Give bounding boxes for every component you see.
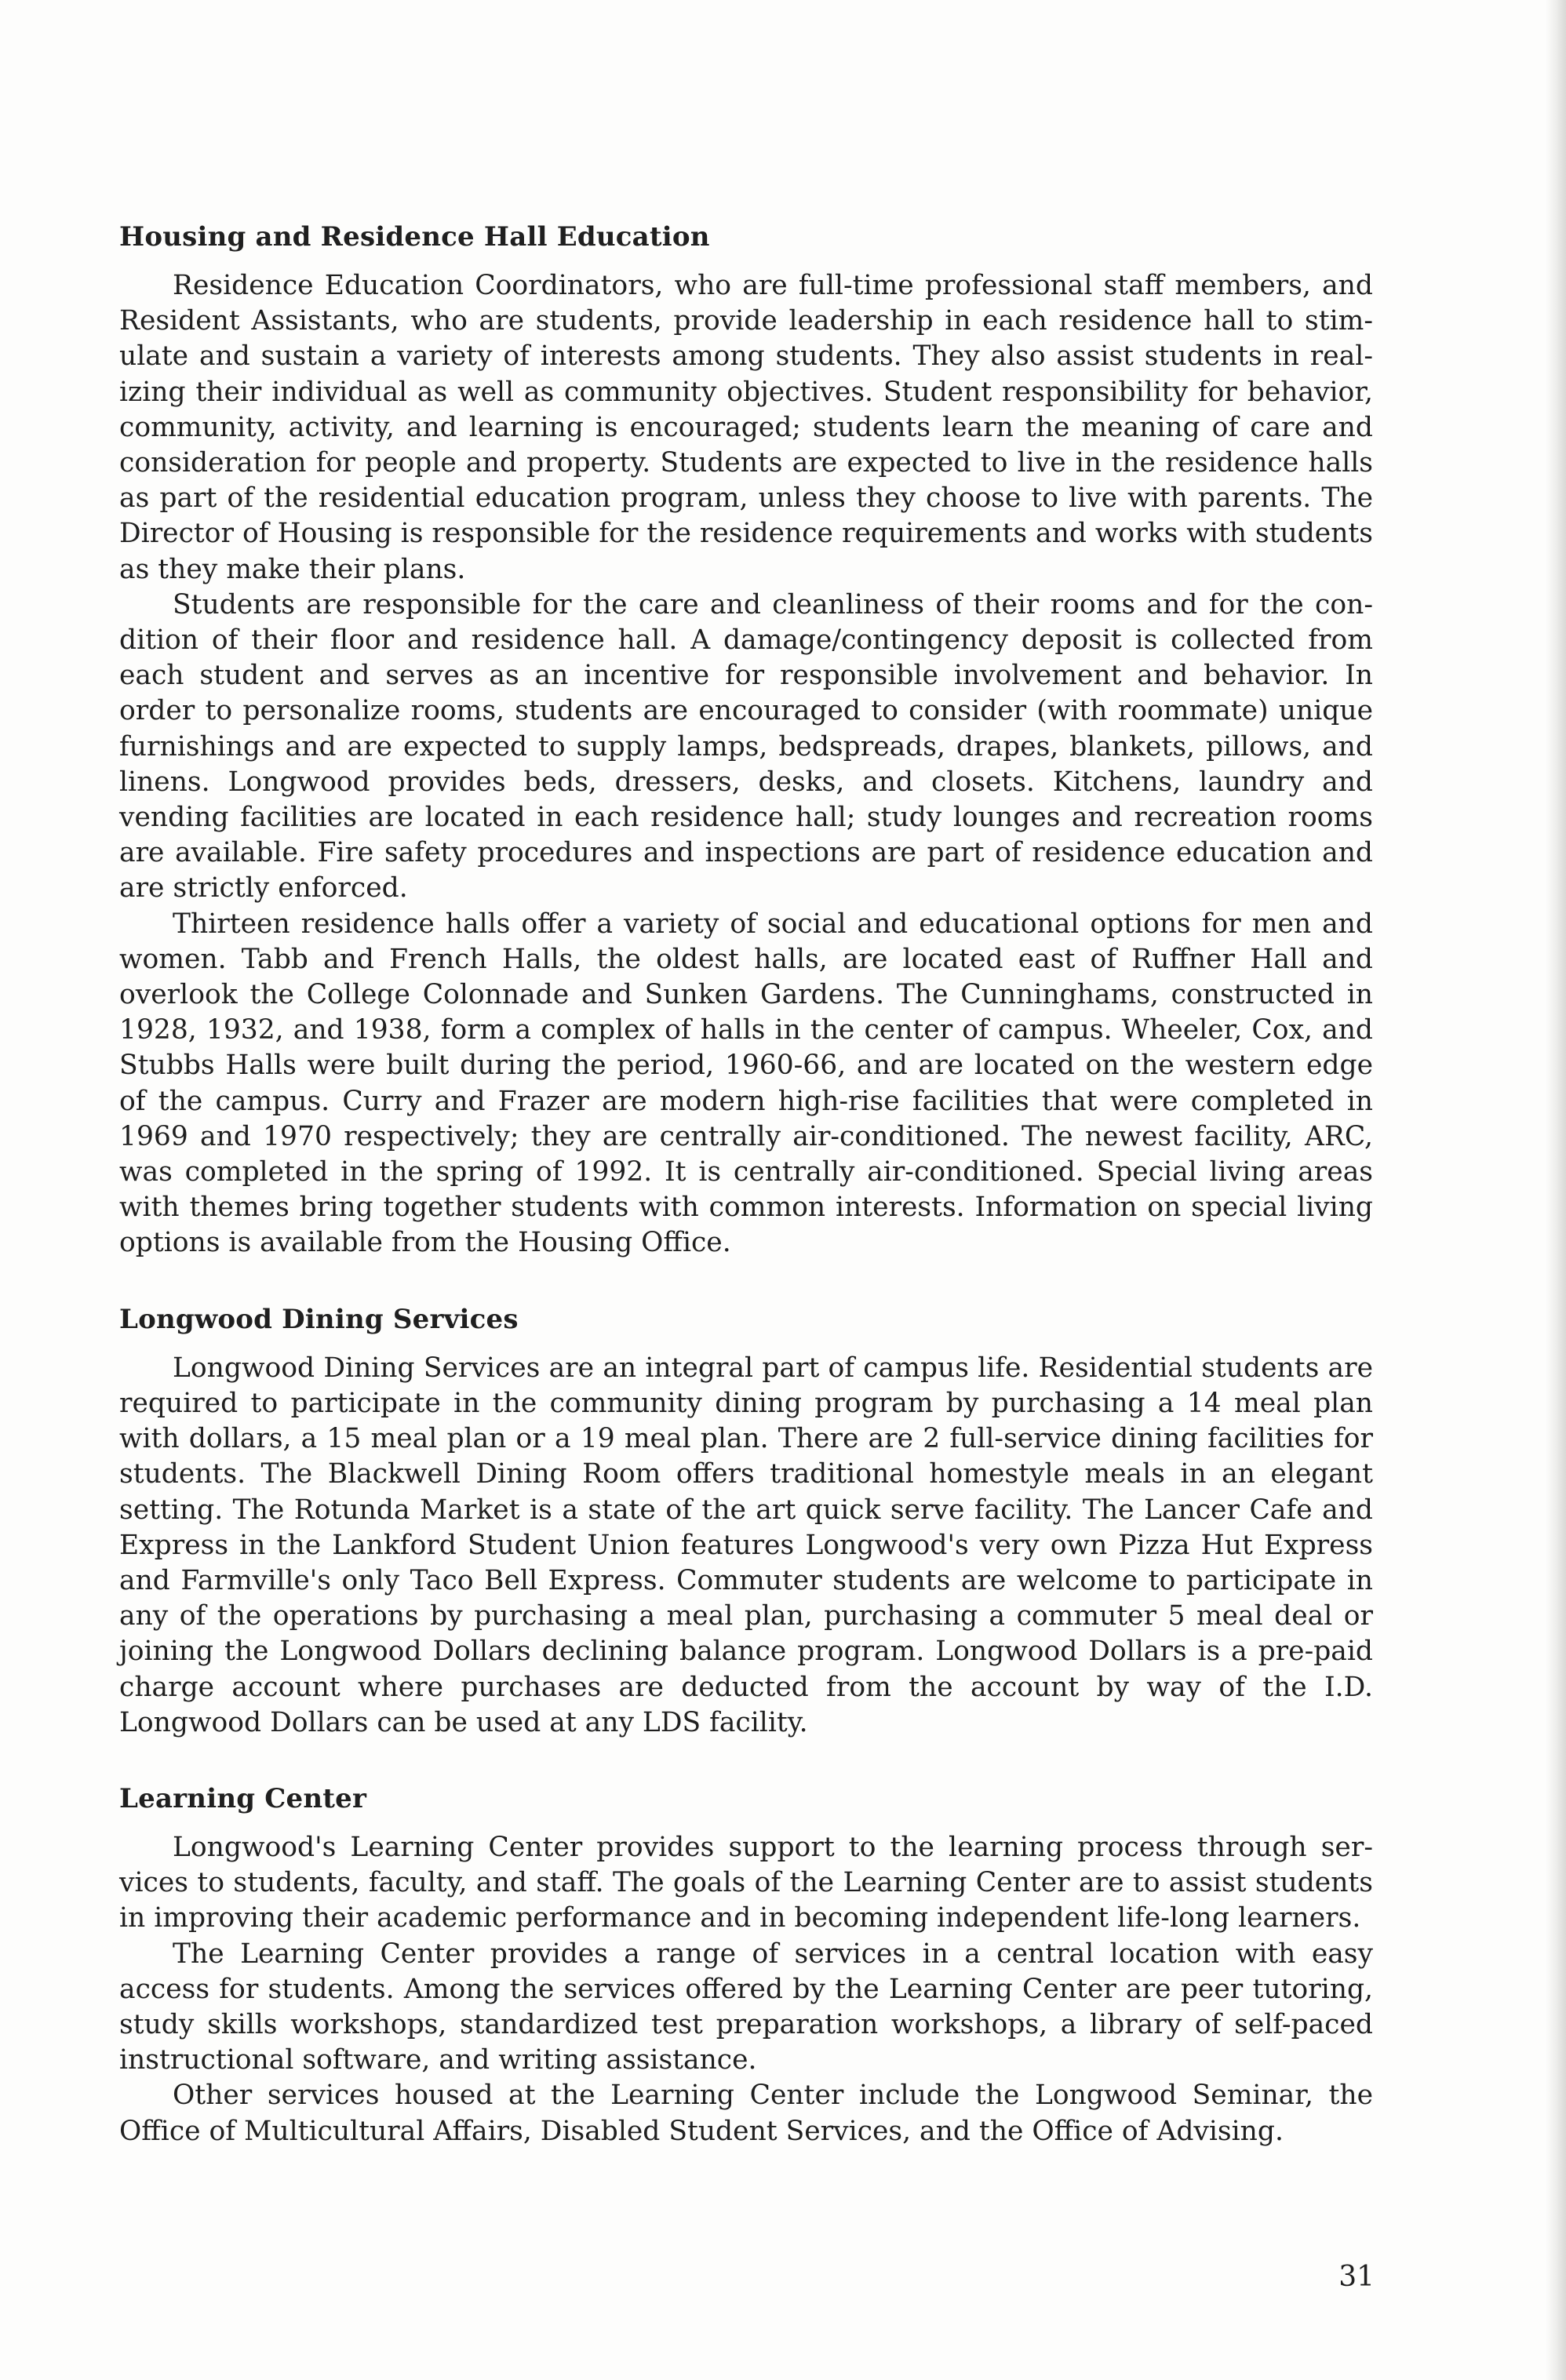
section-learning-center (119, 1783, 1373, 2149)
page-spine-edge (1546, 0, 1566, 2380)
page-number: 31 (1338, 2261, 1375, 2293)
paragraph: Students are responsible for the care and cleanliness of their rooms and for the condition of their floor and residence hall. A damage/contingency deposit is collected from each student and serves as an incentive for responsible involvement and behavior. In order to personalize rooms, students are encouraged to consider (with roommate) unique furnishings and are expected to supply lamps, bedspreads, drapes, blankets, pillows, and linens. Longwood provides beds, dressers, desks, and closets. Kitchens, laundry and vending facilities are located in each residence hall; study lounges and recreation rooms are available. Fire safety procedures and inspections are part of residence education and are strictly enforced. (119, 588, 1373, 904)
paragraph: Thirteen residence halls offer a variety of social and educational options for men and women. Tabb and French Halls, the oldest halls, are located east of Ruffner Hall and overlook the College Colonnade and Sunken Gardens. The Cunninghams, constructed in 1928, 1932, and 1938, form a complex of halls in the center of campus. Wheeler, Cox, and Stubbs Halls were built during the period, 1960-66, and are located on the western edge of the campus. Curry and Frazer are modern high-rise facilities that were completed in 1969 and 1970 respectively; they are centrally air-conditioned. The newest facility, ARC, was completed in the spring of 1992. It is centrally air-conditioned. Special living areas with themes bring together students with common interests. Information on special living options is available from the Housing Office. (119, 908, 1373, 1259)
section-heading: Housing and Residence Hall Education (119, 221, 710, 253)
section-housing (119, 221, 1373, 1261)
section-heading: Longwood Dining Services (119, 1303, 519, 1335)
paragraph: Longwood's Learning Center provides support to the learning process through services to students, faculty, and staff. The goals of the Learning Center are to assist students in improving their academic performance and in becoming independent life-long learners. (119, 1831, 1373, 1934)
paragraph: Longwood Dining Services are an integral part of campus life. Residential students are required to participate in the community dining program by purchasing a 14 meal plan with dollars, a 15 meal plan or a 19 meal plan. There are 2 full-service dining facilities for students. The Blackwell Dining Room offers traditional homestyle meals in an elegant setting. The Rotunda Market is a state of the art quick serve facility. The Lancer Cafe and Express in the Lankford Student Union features Longwood's very own Pizza Hut Express and Farmville's only Taco Bell Express. Commuter students are welcome to participate in any of the operations by purchasing a meal plan, purchasing a commuter 5 meal deal or joining the Longwood Dollars declining balance program. Longwood Dollars is a pre-paid charge account where purchases are deducted from the account by way of the I.D. Longwood Dollars can be used at any LDS facility. (119, 1352, 1373, 1738)
section-dining (119, 1304, 1373, 1741)
paragraph: The Learning Center provides a range of services in a central location with easy access for students. Among the services offered by the Learning Center are peer tutoring, study skills workshops, standardized test preparation workshops, a library of self-paced instructional software, and writing assistance. (119, 1938, 1373, 2076)
section-heading: Learning Center (119, 1782, 367, 1814)
paragraph: Other services housed at the Learning Center include the Longwood Seminar, the Office of Multicultural Affairs, Disabled Student Services, and the Office of Advising. (119, 2080, 1373, 2147)
page-content (119, 221, 1373, 2192)
paragraph: Residence Education Coordinators, who are full-time professional staff members, and Resident Assistants, who are students, provide leadership in each residence hall to stimulate and sustain a variety of interests among students. They also assist students in realizing their individual as well as community objectives. Student responsibility for behavior, community, activity, and learning is encouraged; students learn the meaning of care and consideration for people and property. Students are expected to live in the residence halls as part of the residential education program, unless they choose to live with parents. The Director of Housing is responsible for the residence requirements and works with students as they make their plans. (119, 270, 1373, 585)
